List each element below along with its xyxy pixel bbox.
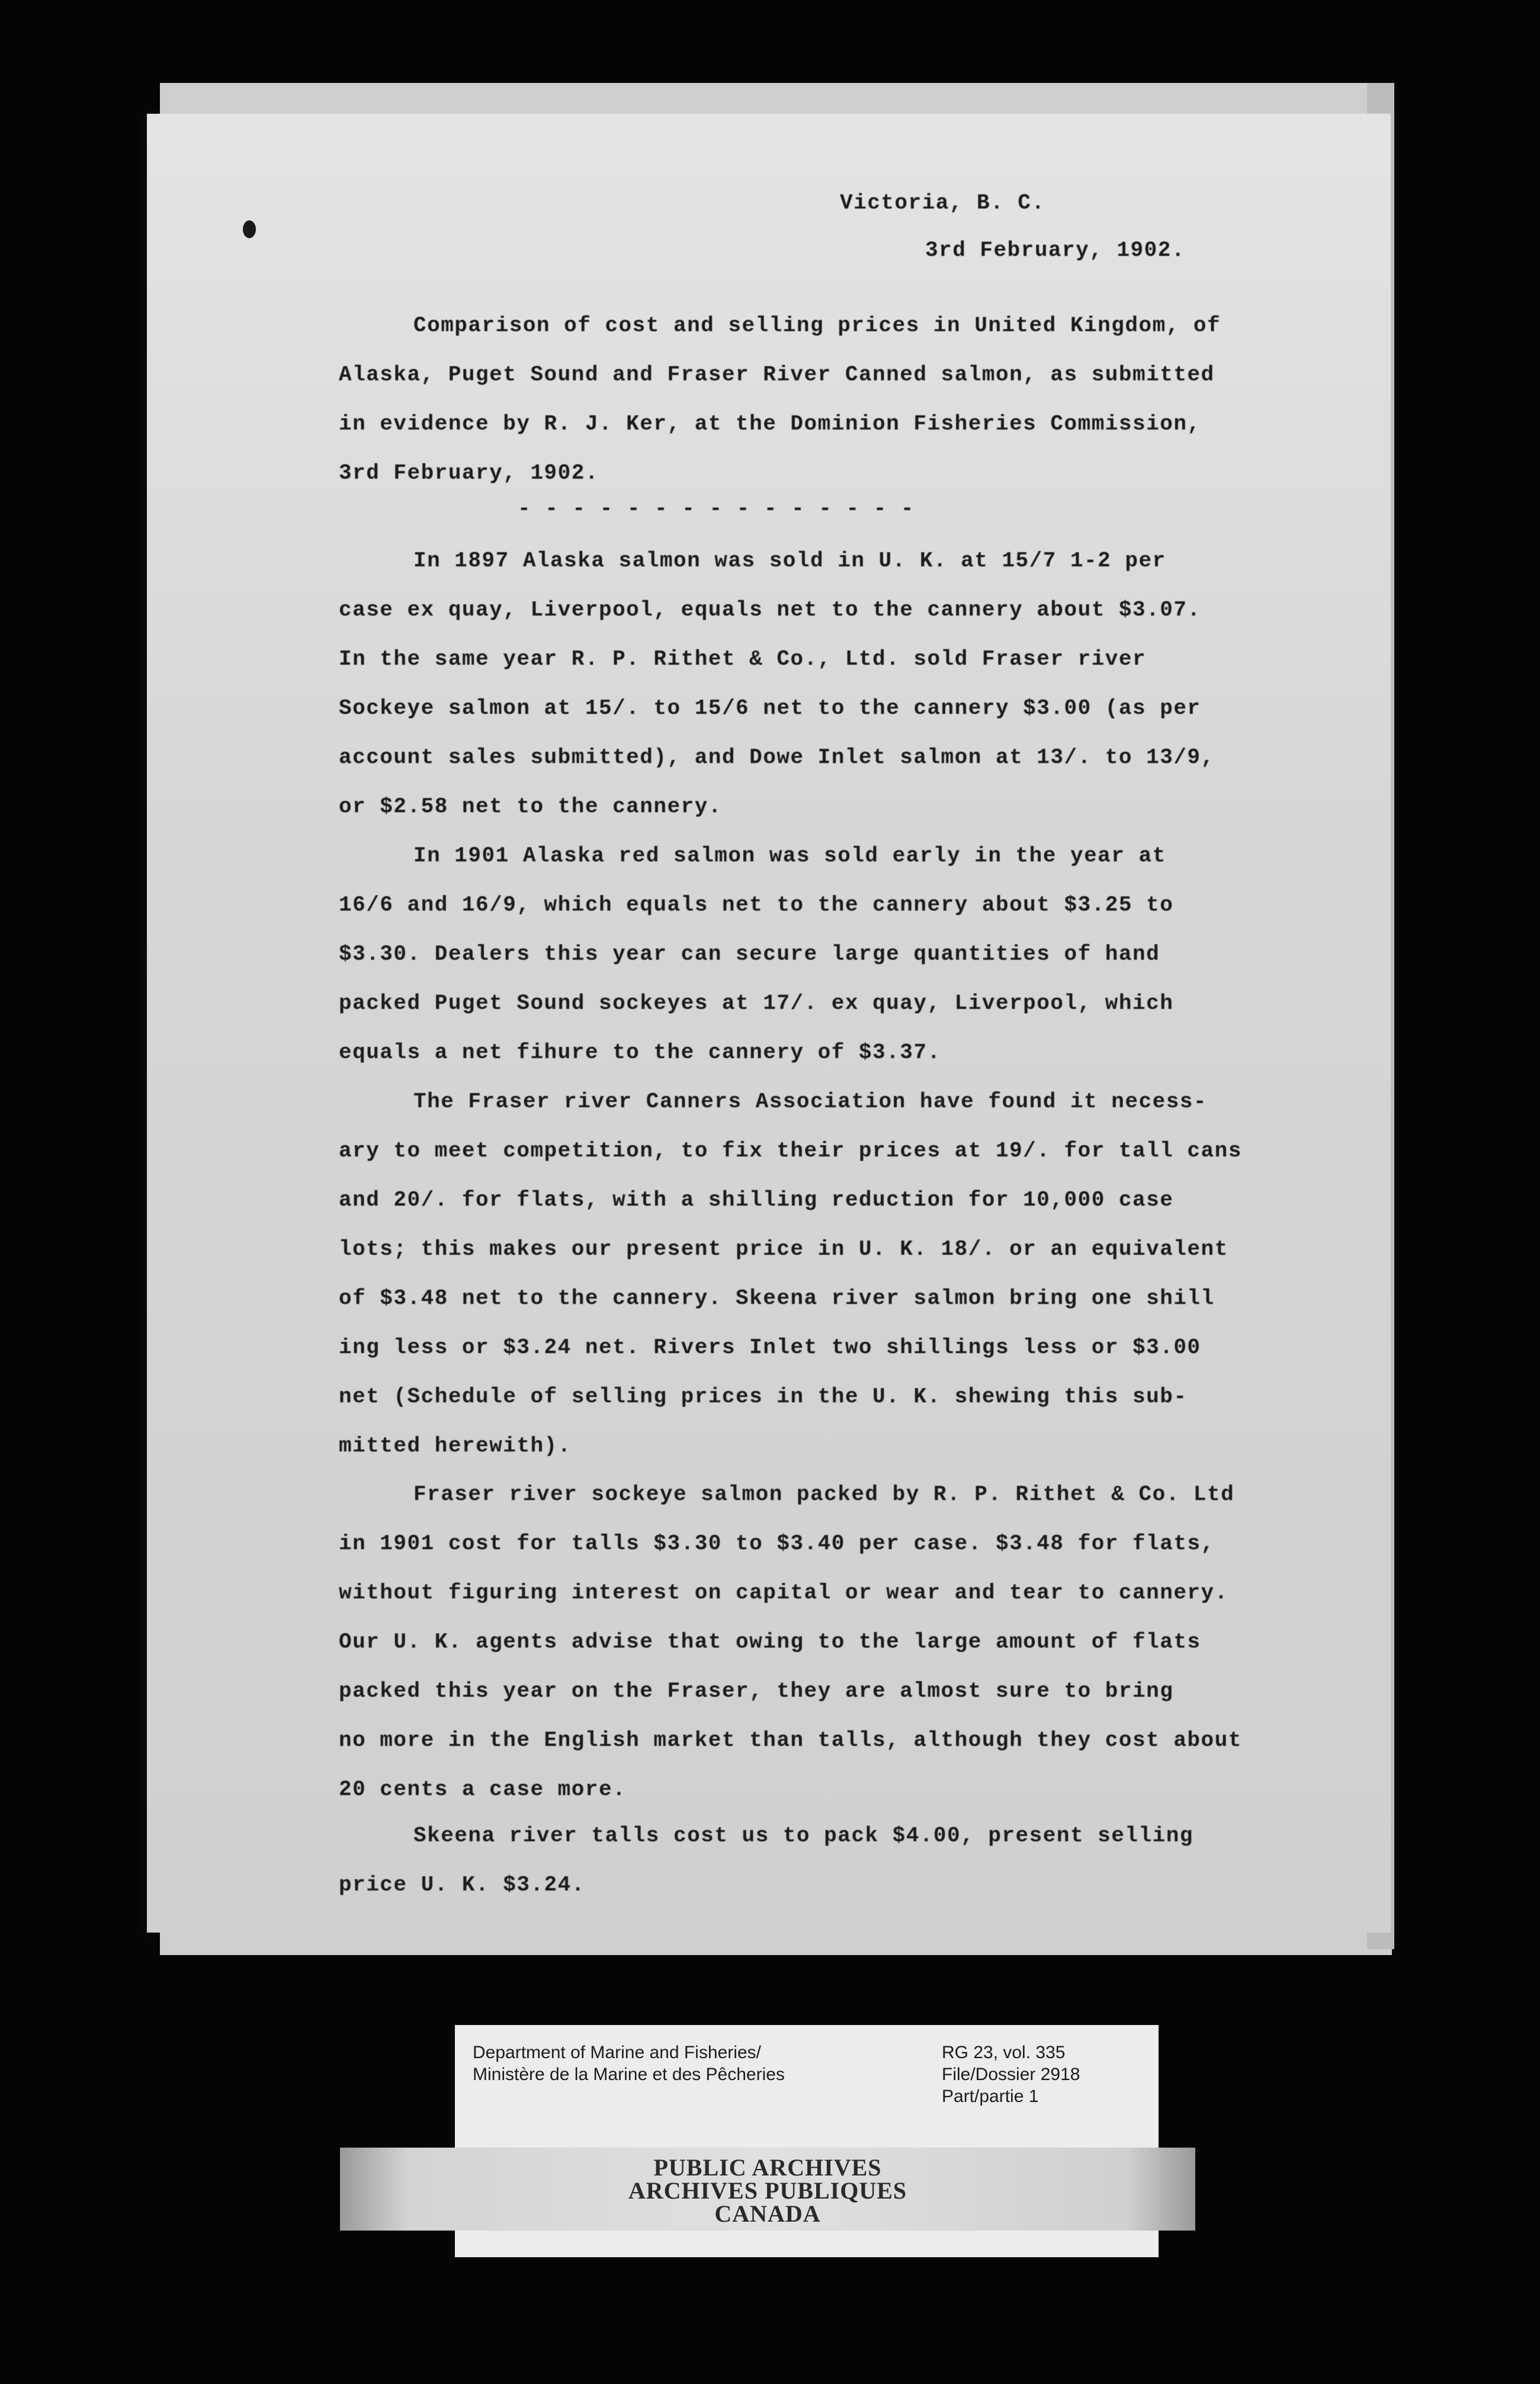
paragraph-line: equals a net fihure to the cannery of $3.37.: [339, 1040, 941, 1065]
paragraph-line: Our U. K. agents advise that owing to the large amount of flats: [339, 1630, 1201, 1654]
paragraph-line: 16/6 and 16/9, which equals net to the cannery about $3.25 to: [339, 893, 1174, 917]
separator-rule: - - - - - - - - - - - - - - -: [518, 496, 915, 521]
paragraph-1: [339, 536, 1215, 831]
intro-line: in evidence by R. J. Ker, at the Dominion Fisheries Commission,: [339, 412, 1201, 436]
paragraph-2: [339, 831, 1174, 1077]
paragraph-line: Sockeye salmon at 15/. to 15/6 net to the cannery $3.00 (as per: [339, 696, 1201, 720]
paragraph-line: In 1901 Alaska red salmon was sold early in the year at: [413, 844, 1166, 868]
paragraph-line: mitted herewith).: [339, 1434, 572, 1458]
reference-rg: RG 23, vol. 335: [942, 2043, 1066, 2062]
letter-place: Victoria, B. C.: [840, 191, 1045, 215]
paragraph-line: 20 cents a case more.: [339, 1777, 627, 1802]
archive-reference: [942, 2042, 1080, 2107]
reference-part: Part/partie 1: [942, 2087, 1039, 2106]
paragraph-line: lots; this makes our present price in U. K. 18/. or an equivalent: [339, 1237, 1228, 1261]
department-english: Department of Marine and Fisheries/: [473, 2043, 761, 2062]
paragraph-line: without figuring interest on capital or wear and tear to cannery.: [339, 1581, 1228, 1605]
paragraph-line: or $2.58 net to the cannery.: [339, 794, 722, 819]
paragraph-line: account sales submitted), and Dowe Inlet salmon at 13/. to 13/9,: [339, 745, 1215, 770]
stamp-line-2: ARCHIVES PUBLIQUES: [628, 2177, 907, 2204]
paragraph-line: Fraser river sockeye salmon packed by R. P. Rithet & Co. Ltd: [413, 1482, 1235, 1507]
paragraph-line: packed Puget Sound sockeyes at 17/. ex quay, Liverpool, which: [339, 991, 1174, 1015]
punch-hole: [243, 220, 256, 238]
paragraph-3: [339, 1077, 1242, 1470]
paragraph-5: [339, 1811, 1194, 1909]
paragraph-line: In 1897 Alaska salmon was sold in U. K. at 15/7 1-2 per: [413, 549, 1166, 573]
paragraph-line: packed this year on the Fraser, they are almost sure to bring: [339, 1679, 1174, 1703]
paragraph-line: case ex quay, Liverpool, equals net to the cannery about $3.07.: [339, 598, 1201, 622]
intro-line: 3rd February, 1902.: [339, 461, 599, 485]
paragraph-line: price U. K. $3.24.: [339, 1873, 585, 1897]
paragraph-line: in 1901 cost for talls $3.30 to $3.40 per case. $3.48 for flats,: [339, 1531, 1215, 1556]
archive-stamp-text: [340, 2156, 1195, 2225]
paragraph-line: and 20/. for flats, with a shilling reduction for 10,000 case: [339, 1188, 1174, 1212]
stamp-line-1: PUBLIC ARCHIVES: [653, 2154, 882, 2181]
paragraph-line: Skeena river talls cost us to pack $4.00, present selling: [413, 1824, 1194, 1848]
paragraph-4: [339, 1470, 1242, 1814]
paragraph-line: of $3.48 net to the cannery. Skeena river salmon bring one shill: [339, 1286, 1215, 1310]
paragraph-line: $3.30. Dealers this year can secure large quantities of hand: [339, 942, 1160, 966]
paragraph-line: In the same year R. P. Rithet & Co., Ltd. sold Fraser river: [339, 647, 1147, 671]
intro-line: Alaska, Puget Sound and Fraser River Canned salmon, as submitted: [339, 363, 1215, 387]
intro-line: Comparison of cost and selling prices in United Kingdom, of: [413, 313, 1221, 338]
paragraph-line: net (Schedule of selling prices in the U. K. shewing this sub-: [339, 1385, 1188, 1409]
stamp-line-3: CANADA: [714, 2200, 821, 2227]
paragraph-line: ing less or $3.24 net. Rivers Inlet two shillings less or $3.00: [339, 1335, 1201, 1360]
paragraph-line: ary to meet competition, to fix their prices at 19/. for tall cans: [339, 1139, 1242, 1163]
archive-stamp: [340, 2148, 1195, 2231]
paragraph-line: The Fraser river Canners Association have found it necess-: [413, 1090, 1208, 1114]
paragraph-line: no more in the English market than talls, although they cost about: [339, 1728, 1242, 1752]
letter-date: 3rd February, 1902.: [925, 238, 1185, 262]
department-french: Ministère de la Marine et des Pêcheries: [473, 2065, 785, 2084]
reference-file: File/Dossier 2918: [942, 2065, 1080, 2084]
intro-paragraph: [339, 301, 1221, 498]
archive-department: [473, 2042, 785, 2085]
